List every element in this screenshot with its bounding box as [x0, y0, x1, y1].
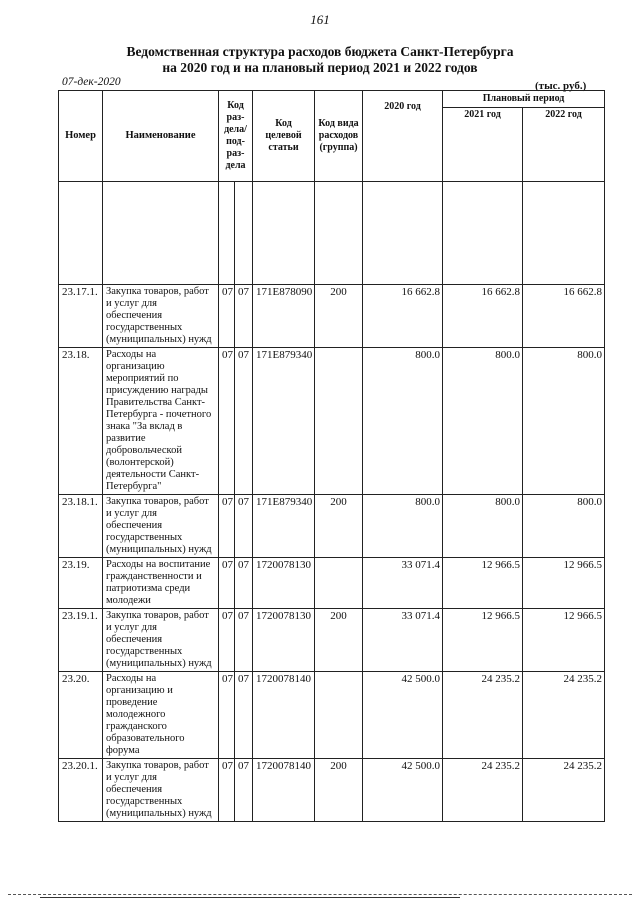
row-2022: 800.0	[523, 495, 605, 558]
row-2021: 12 966.5	[443, 609, 523, 672]
table-row	[59, 672, 605, 759]
row-expense-type: 200	[315, 285, 363, 348]
row-name: Закупка товаров, работ и услуг для обеспечения государственных (муниципальных) нужд	[103, 609, 219, 672]
row-2020: 42 500.0	[363, 672, 443, 759]
row-2020: 800.0	[363, 348, 443, 495]
table-row	[59, 558, 605, 609]
row-subsection: 07	[235, 609, 253, 672]
row-2020: 800.0	[363, 495, 443, 558]
row-expense-type: 200	[315, 609, 363, 672]
row-2022: 12 966.5	[523, 609, 605, 672]
row-target: 1720078130	[253, 609, 315, 672]
row-section: 07	[219, 348, 235, 495]
row-target: 1720078130	[253, 558, 315, 609]
document-title	[0, 44, 640, 76]
row-2022: 24 235.2	[523, 672, 605, 759]
header-year-2021: 2021 год	[443, 108, 523, 182]
row-2021: 24 235.2	[443, 759, 523, 822]
row-section: 07	[219, 609, 235, 672]
row-subsection: 07	[235, 285, 253, 348]
row-2021: 16 662.8	[443, 285, 523, 348]
row-target: 171Е878090	[253, 285, 315, 348]
row-name: Расходы на организацию мероприятий по присуждению награды Правительства Санкт-Петербурга - почетного знака "За вклад в развитие добровольческой (волонтерской) деятельности Санкт-Петербурга"	[103, 348, 219, 495]
row-expense-type: 200	[315, 495, 363, 558]
row-name: Закупка товаров, работ и услуг для обеспечения государственных (муниципальных) нужд	[103, 495, 219, 558]
row-target: 171Е879340	[253, 348, 315, 495]
row-2022: 16 662.8	[523, 285, 605, 348]
scan-edge-line	[8, 893, 632, 895]
unit-label: (тыс. руб.)	[535, 80, 587, 92]
row-expense-type: 200	[315, 759, 363, 822]
header-year-2020: 2020 год	[363, 91, 443, 182]
header-planned-period: Плановый период	[443, 91, 605, 108]
row-2021: 24 235.2	[443, 672, 523, 759]
row-number: 23.20.	[59, 672, 103, 759]
row-number: 23.18.1.	[59, 495, 103, 558]
row-2021: 12 966.5	[443, 558, 523, 609]
row-section: 07	[219, 759, 235, 822]
document-date: 07-дек-2020	[62, 76, 121, 88]
row-subsection: 07	[235, 672, 253, 759]
table-row	[59, 759, 605, 822]
header-target: Код целевой статьи	[253, 91, 315, 182]
row-expense-type	[315, 672, 363, 759]
row-subsection: 07	[235, 348, 253, 495]
budget-table	[58, 90, 605, 822]
row-section: 07	[219, 558, 235, 609]
row-number: 23.19.1.	[59, 609, 103, 672]
row-name: Расходы на воспитание гражданственности и патриотизма среди молодежи	[103, 558, 219, 609]
row-2021: 800.0	[443, 495, 523, 558]
row-2020: 16 662.8	[363, 285, 443, 348]
table-row	[59, 609, 605, 672]
table-row	[59, 285, 605, 348]
header-year-2022: 2022 год	[523, 108, 605, 182]
row-2020: 33 071.4	[363, 609, 443, 672]
table-row	[59, 348, 605, 495]
row-2022: 24 235.2	[523, 759, 605, 822]
row-subsection: 07	[235, 759, 253, 822]
title-line-2: на 2020 год и на плановый период 2021 и 2022 годов	[162, 60, 478, 75]
row-number: 23.20.1.	[59, 759, 103, 822]
row-target: 171Е879340	[253, 495, 315, 558]
row-number: 23.18.	[59, 348, 103, 495]
row-name: Закупка товаров, работ и услуг для обеспечения государственных (муниципальных) нужд	[103, 759, 219, 822]
header-number: Номер	[59, 91, 103, 182]
table-row	[59, 495, 605, 558]
row-2020: 42 500.0	[363, 759, 443, 822]
row-2020: 33 071.4	[363, 558, 443, 609]
header-expense-type: Код вида расходов (группа)	[315, 91, 363, 182]
row-2022: 12 966.5	[523, 558, 605, 609]
row-number: 23.17.1.	[59, 285, 103, 348]
row-subsection: 07	[235, 558, 253, 609]
row-number: 23.19.	[59, 558, 103, 609]
row-subsection: 07	[235, 495, 253, 558]
row-2022: 800.0	[523, 348, 605, 495]
row-expense-type	[315, 558, 363, 609]
row-section: 07	[219, 672, 235, 759]
row-section: 07	[219, 495, 235, 558]
page-number: 161	[310, 12, 330, 27]
row-name: Закупка товаров, работ и услуг для обеспечения государственных (муниципальных) нужд	[103, 285, 219, 348]
row-2021: 800.0	[443, 348, 523, 495]
scan-edge-line	[40, 896, 460, 898]
header-name: Наименование	[103, 91, 219, 182]
blank-row	[59, 182, 605, 285]
row-target: 1720078140	[253, 759, 315, 822]
row-target: 1720078140	[253, 672, 315, 759]
title-line-1: Ведомственная структура расходов бюджета Санкт-Петербурга	[126, 44, 514, 59]
header-section: Код раз-дела/ под-раз-дела	[219, 91, 253, 182]
row-name: Расходы на организацию и проведение молодежного гражданского образовательного форума	[103, 672, 219, 759]
row-expense-type	[315, 348, 363, 495]
row-section: 07	[219, 285, 235, 348]
